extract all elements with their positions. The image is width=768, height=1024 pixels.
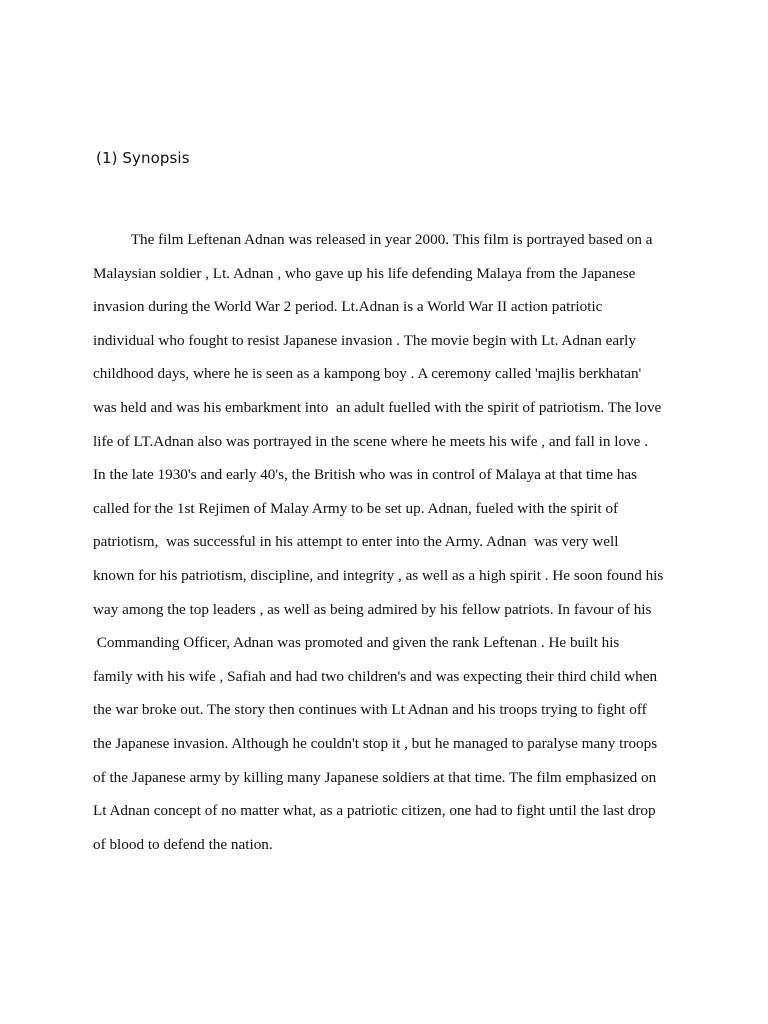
paragraph-line: was held and was his embarkment into an adult fuelled with the spirit of patriotism. The love bbox=[93, 398, 662, 416]
paragraph-line: Lt Adnan concept of no matter what, as a patriotic citizen, one had to fight until the last drop bbox=[93, 802, 656, 820]
paragraph-line: individual who fought to resist Japanese invasion . The movie begin with Lt. Adnan early bbox=[93, 331, 636, 349]
paragraph-line: Commanding Officer, Adnan was promoted and given the rank Leftenan . He built his bbox=[93, 634, 620, 652]
paragraph-line: family with his wife , Safiah and had two children's and was expecting their third child when bbox=[93, 667, 658, 685]
paragraph-line: The film Leftenan Adnan was released in year 2000. This film is portrayed based on a bbox=[93, 231, 653, 248]
paragraph-line: In the late 1930's and early 40's, the British who was in control of Malaya at that time has bbox=[93, 466, 638, 484]
paragraph-line: way among the top leaders , as well as being admired by his fellow patriots. In favour of his bbox=[93, 600, 652, 618]
paragraph-line: patriotism, was successful in his attempt to enter into the Army. Adnan was very well bbox=[93, 533, 619, 551]
paragraph-line: of blood to defend the nation. bbox=[93, 835, 273, 853]
paragraph-line: childhood days, where he is seen as a kampong boy . A ceremony called 'majlis berkhatan' bbox=[93, 365, 642, 383]
paragraph-line: invasion during the World War 2 period. Lt.Adnan is a World War II action patriotic bbox=[93, 298, 603, 316]
synopsis-paragraph bbox=[93, 228, 683, 866]
paragraph-line: Malaysian soldier , Lt. Adnan , who gave up his life defending Malaya from the Japanese bbox=[93, 264, 636, 282]
paragraph-line: known for his patriotism, discipline, and integrity , as well as a high spirit . He soon found his bbox=[93, 566, 664, 584]
paragraph-line: the Japanese invasion. Although he couldn't stop it , but he managed to paralyse many troops bbox=[93, 734, 658, 752]
paragraph-line: called for the 1st Rejimen of Malay Army to be set up. Adnan, fueled with the spirit of bbox=[93, 499, 619, 517]
paragraph-line: the war broke out. The story then continues with Lt Adnan and his troops trying to fight off bbox=[93, 701, 647, 719]
paragraph-line: life of LT.Adnan also was portrayed in the scene where he meets his wife , and fall in love . bbox=[93, 432, 649, 450]
paragraph-line: of the Japanese army by killing many Japanese soldiers at that time. The film emphasized on bbox=[93, 768, 657, 786]
section-heading: (1) Synopsis bbox=[96, 149, 190, 167]
